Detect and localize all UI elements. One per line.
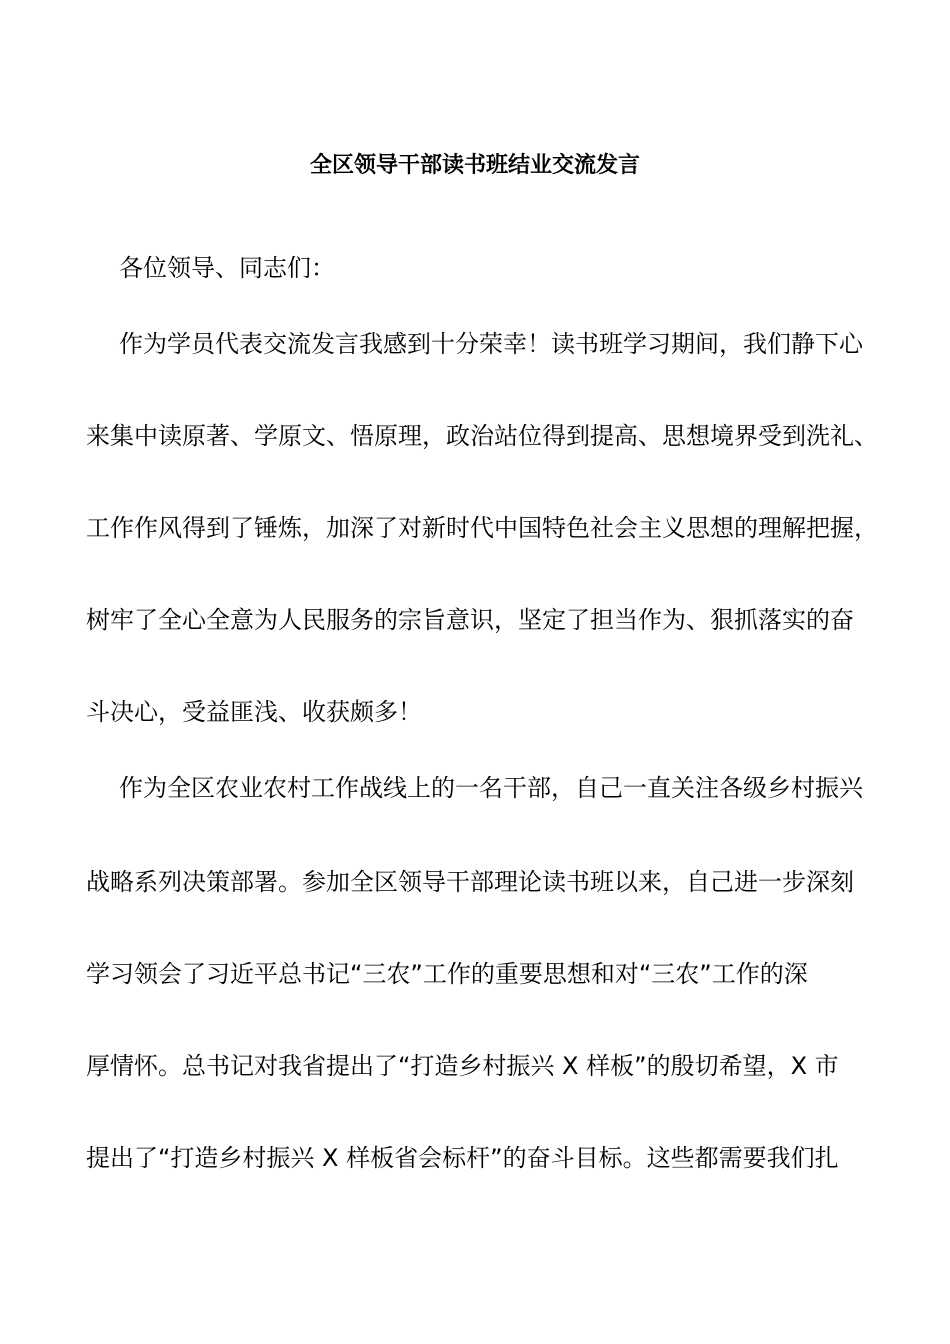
paragraph-line: 提出了“打造乡村振兴 X 样板省会标杆”的奋斗目标。这些都需要我们扎 xyxy=(86,1144,839,1172)
paragraph-line: 学习领会了习近平总书记“三农”工作的重要思想和对“三农”工作的深 xyxy=(86,960,808,988)
paragraph-line: 斗决心，受益匪浅、收获颇多！ xyxy=(86,698,422,726)
greeting: 各位领导、同志们： xyxy=(119,254,335,282)
paragraph-line: 战略系列决策部署。参加全区领导干部理论读书班以来，自己进一步深刻 xyxy=(86,868,854,896)
paragraph-line: 树牢了全心全意为人民服务的宗旨意识，坚定了担当作为、狠抓落实的奋 xyxy=(86,606,854,634)
paragraph-line: 作为学员代表交流发言我感到十分荣幸！读书班学习期间，我们静下心 xyxy=(119,330,863,358)
document-title: 全区领导干部读书班结业交流发言 xyxy=(309,153,640,178)
paragraph-line: 作为全区农业农村工作战线上的一名干部，自己一直关注各级乡村振兴 xyxy=(119,774,863,802)
paragraph-line: 工作作风得到了锤炼，加深了对新时代中国特色社会主义思想的理解把握， xyxy=(86,514,878,542)
paragraph-line: 来集中读原著、学原文、悟原理，政治站位得到提高、思想境界受到洗礼、 xyxy=(86,422,878,450)
paragraph-line: 厚情怀。总书记对我省提出了“打造乡村振兴 X 样板”的殷切希望，X 市 xyxy=(86,1052,839,1080)
